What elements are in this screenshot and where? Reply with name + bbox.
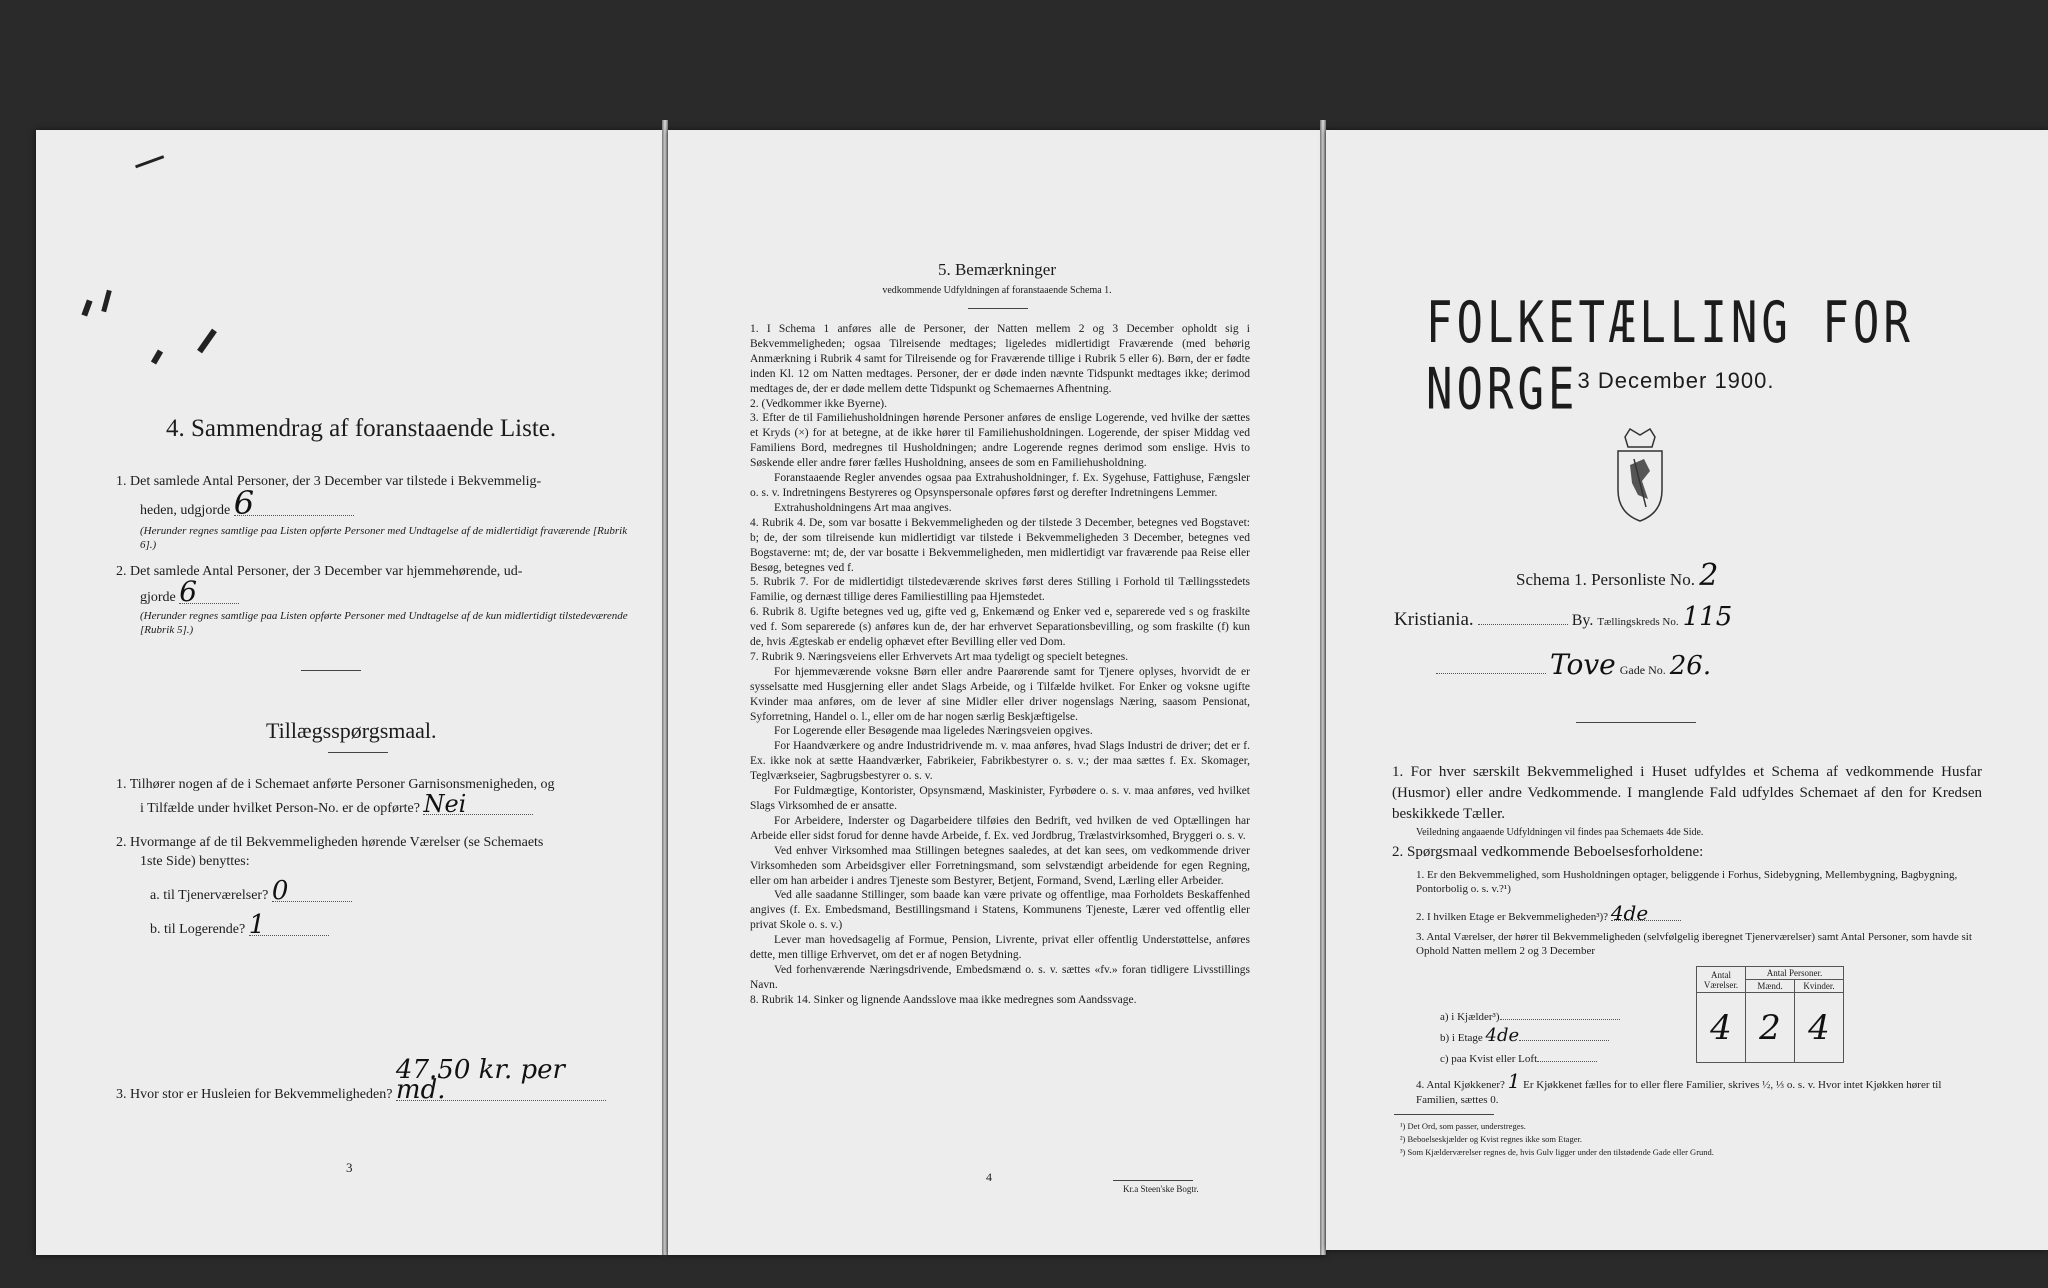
footnote-3: ³) Som Kjælderværelser regnes de, hvis Gulv ligger under den tilstødende Gade eller Grund.	[1400, 1147, 1714, 1157]
ink-mark	[197, 329, 217, 354]
location-line	[1394, 602, 1974, 632]
question-2-2	[1416, 901, 1681, 926]
s1-value: Nei	[423, 794, 533, 815]
question-2-2-label: 2. I hvilken Etage er Bekvemmeligheden³)?	[1416, 911, 1609, 923]
row-c	[1440, 1052, 1597, 1068]
right-page	[1326, 130, 2048, 1250]
rooms-table	[1696, 966, 1844, 1063]
by-label: By.	[1571, 612, 1594, 629]
ink-mark	[135, 155, 167, 176]
s2	[116, 833, 636, 939]
question-2-1: 1. Er den Bekvemmelighed, som Husholdningen optager, beliggende i Forhus, Sidebygning, Mellembygning, Bagbygning, Pontorbolig o. s. v.?¹)	[1416, 869, 1958, 895]
q1-answer-line	[116, 484, 636, 522]
schema-label: Schema 1. Personliste No.	[1516, 570, 1695, 589]
remark-paragraph: For hjemmeværende voksne Børn eller andre Paarørende samt for Tjenere oplyses, hvorvidt de er sysselsatte med Husgjerning eller andet Slags Arbeide, og i Tilfælde hvilket. For Enker og voksne ugifte Kvinder maa anføres, om de lever af sine Midler eller driver nogenslags Næring, saasom Pensionat, Syforretning, Handel o. l., eller om de har nogen særlig Beskjæftigelse.	[750, 665, 1250, 723]
s2b-line	[116, 910, 636, 940]
q2-text: 2. Det samlede Antal Personer, der 3 December var hjemmehørende, ud-	[116, 564, 523, 579]
s2-text: 2. Hvormange af de til Bekvemmeligheden hørende Værelser (se Schemaets	[116, 835, 544, 850]
s1-text: 1. Tilhører nogen af de i Schemaet anførte Personer Garnisonsmenigheden, og	[116, 777, 555, 792]
census-title: FOLKETÆLLING FOR NORGE	[1426, 290, 1914, 423]
q1-text: 1. Det samlede Antal Personer, der 3 December var tilstede i Bekvemmelig-	[116, 474, 542, 489]
ink-mark	[151, 349, 163, 364]
divider	[968, 308, 1028, 309]
floor-value: 4de	[1611, 906, 1681, 921]
row-c-label: c) paa Kvist eller Loft	[1440, 1053, 1538, 1065]
footnotes	[1400, 1120, 1714, 1159]
street-number: 26.	[1669, 651, 1712, 681]
q1-note: (Herunder regnes samtlige paa Listen opførte Personer med Undtagelse af de midlertidigt fraværende [Rubrik 6].)	[140, 525, 628, 551]
remark-paragraph: 7. Rubrik 9. Næringsveiens eller Erhvervets Art maa tydeligt og specielt betegnes.	[750, 650, 1129, 663]
question-2-3: 3. Antal Værelser, der hører til Bekvemmeligheden (selvfølgelig iberegnet Tjenerværelser) samt Antal Personer, som havde sit Ophold Natten mellem 2 og 3 December	[1416, 931, 1972, 957]
s3	[116, 1055, 676, 1105]
q2-label: gjorde	[140, 590, 176, 605]
kitchens-note: Er Kjøkkenet fælles for to eller flere Familier, skrives ½, ⅓ o. s. v. Hvor intet Kjøkken hører til Familien, sættes 0.	[1416, 1079, 1942, 1106]
remark-paragraph: 4. Rubrik 4. De, som var bosatte i Bekvemmeligheden og der tilstede 3 December, betegnes ved Bogstavet: b; de, der som tilreisende kun midlertidigt var tilstede i Bekvemmeligheden 3 December, betegnes ved Bogstaverne: mt; de, der var bosatte i Bekvemmeligheden, men midlertidigt var fraværende paa Reise eller Besøg, betegnes ved f.	[750, 516, 1250, 574]
divider	[328, 752, 388, 753]
remark-paragraph: 1. I Schema 1 anføres alle de Personer, der Natten mellem 2 og 3 December opholdt sig i Bekvemmeligheden; ogsaa Tilreisende medtages; ligeledes midlertidigt Fraværende (med behørig Anmærkning i Rubrik 4 samt for Tilreisende og for Fraværende tillige i Rubrik 5 eller 6). Børn, der er fødte inden Kl. 12 om Natten medtages. Personer, der er døde inden nævnte Tidspunkt medtages ikke; derimod medtages de, der er døde mellem dette Tidspunkt og Schemaernes Afhentning.	[750, 323, 1250, 395]
remark-paragraph: Ved enhver Virksomhed maa Stillingen betegnes saaledes, at det kan sees, om vedkommende driver Virksomheden som Arbeidsgiver eller Forretningsmand, som selvstændigt arbeidende for egen Regning, eller om han arbeider i andres Tjeneste som Bestyrer, Betjent, Formand, Svend, Lærling eller Arbeider.	[750, 844, 1250, 887]
row-a-label: a) i Kjælder³)	[1440, 1011, 1500, 1023]
remarks-subtitle: vedkommende Udfyldningen af foranstaaende Schema 1.	[882, 285, 1112, 296]
remark-paragraph: 2. (Vedkommer ikke Byerne).	[750, 397, 888, 410]
street-label: Gade No.	[1619, 663, 1666, 677]
instruction-1: 1. For hver særskilt Bekvemmelighed i Huset udfyldes et Schema af vedkommende Husfar (Husmor) eller andre Vedkommende. I manglende Fald udfyldes Schemaet af den for Kredsen beskikkede Tæller.	[1392, 764, 1982, 822]
footnote-1: ¹) Det Ord, som passer, understreges.	[1400, 1121, 1526, 1131]
remarks-list	[750, 322, 1250, 1008]
page-number: 3	[346, 1160, 353, 1175]
printer-credit: Kr.a Steen'ske Bogtr.	[1123, 1184, 1199, 1194]
remark-paragraph: Lever man hovedsagelig af Formue, Pension, Livrente, privat eller offentlig Understøttelse, anføres dette, men tillige Erhvervet, om det er af nogen Betydning.	[750, 934, 1250, 962]
s2b-label: b. til Logerende?	[150, 922, 246, 937]
women-value: 4	[1795, 993, 1844, 1063]
s1	[116, 775, 636, 818]
schema-value: 2	[1699, 558, 1719, 593]
s2-label: 1ste Side) benyttes:	[140, 854, 250, 869]
street-line	[1436, 648, 1996, 681]
s3-label: 3. Hvor stor er Husleien for Bekvemmeligheden?	[116, 1087, 393, 1102]
q2-answer-line	[116, 575, 636, 608]
s2a-value: 0	[272, 881, 352, 902]
coat-of-arms-icon	[1610, 425, 1670, 530]
city: Kristiania.	[1394, 609, 1474, 630]
row-b	[1440, 1025, 1609, 1047]
s1-label: i Tilfælde under hvilket Person-No. er de opførte?	[140, 801, 420, 816]
divider	[1113, 1180, 1193, 1181]
q2-note: (Herunder regnes samtlige paa Listen opførte Personer med Undtagelse af de kun midlertidigt tilstedeværende [Rubrik 5].)	[140, 610, 628, 636]
row-a	[1440, 1010, 1620, 1026]
remark-paragraph: Ved alle saadanne Stillinger, som baade kan være private og offentlige, maa Forholdets Beskaffenhed angives (f. Ex. Embedsmand, Bestillingsmand i Statens, Kommunens Tjeneste, Lærer ved offentlig eller privat Skole o. s. v.)	[750, 889, 1250, 932]
question-2-4	[1416, 1069, 1976, 1108]
header-persons: Antal Personer.	[1746, 967, 1844, 980]
ink-mark	[101, 290, 112, 313]
remark-paragraph: 6. Rubrik 8. Ugifte betegnes ved ug, gifte ved g, Enkemænd og Enker ved e, separerede ved s og fraskilte ved f. Som separerede (s) anføres kun de, der har erhvervet Separationsbevilling, og som fraskilte (f) kun de, hvis Ægteskab er endelig ophævet efter Bevilling eller ved Dom.	[750, 606, 1250, 649]
district-label: Tællingskreds No.	[1597, 616, 1679, 628]
street-value: Tove	[1550, 648, 1616, 681]
remark-paragraph: 5. Rubrik 7. For de midlertidigt tilstedeværende skrives først deres Stilling i Forhold til Tællingsstedets Familie, og dernæst tillige deres Familiestilling paa Hjemstedet.	[750, 576, 1250, 604]
remark-paragraph: 8. Rubrik 14. Sinker og lignende Aandsslove maa ikke medregnes som Aandssvage.	[750, 993, 1137, 1006]
header-rooms: Antal Værelser.	[1697, 967, 1746, 993]
s3-value: 47.50 kr. per md.	[396, 1060, 606, 1101]
district-value: 115	[1682, 602, 1733, 632]
kitchens-value: 1	[1507, 1069, 1521, 1093]
header-men: Mænd.	[1746, 980, 1795, 993]
ink-mark	[81, 299, 92, 316]
schema-line	[1516, 558, 1718, 593]
instruction-2: 2. Spørgsmaal vedkommende Beboelsesforholdene:	[1392, 844, 1704, 860]
middle-page	[668, 130, 1326, 1255]
footnote-2: ²) Beboelseskjælder og Kvist regnes ikke som Etager.	[1400, 1134, 1582, 1144]
divider	[301, 670, 361, 671]
remark-paragraph: For Fuldmægtige, Kontorister, Opsynsmænd, Maskinister, Fyrbødere o. s. v. maa anføres, ved hvilket Slags Virksomhed de er ansatte.	[750, 785, 1250, 812]
remark-paragraph: Ved forhenværende Næringsdrivende, Embedsmænd o. s. v. sættes «fv.» foran tidligere Livsstillings Navn.	[750, 963, 1250, 991]
divider	[1576, 722, 1696, 723]
men-value: 2	[1746, 993, 1795, 1063]
q2	[116, 562, 636, 637]
remark-paragraph: For Arbeidere, Inderster og Dagarbeidere tilføies den Bedrift, ved hvilken de ved Optællingen har Arbeide eller sidst forud for denne havde Arbeide, f. Ex. ved Jordbrug, Trælastvirksomhed, Bryggeri o. s. v.	[750, 814, 1250, 842]
s2b-value: 1	[249, 915, 329, 936]
remarks-title: 5. Bemærkninger	[937, 260, 1057, 279]
q1	[116, 472, 636, 552]
remark-paragraph: Foranstaaende Regler anvendes ogsaa paa Extrahusholdninger, f. Ex. Sygehuse, Fattighuse, Fængsler o. s. v. Indretningens Bestyreres og Opsynspersonale opføres først og derefter Indretningens Lemmer.	[750, 472, 1250, 499]
section-4-title: 4. Sammendrag af foranstaaende Liste.	[166, 415, 557, 442]
supplementary-title: Tillægsspørgsmaal.	[266, 718, 437, 743]
kitchens-label: 4. Antal Kjøkkener?	[1416, 1079, 1505, 1091]
remark-paragraph: For Haandværkere og andre Industridrivende m. v. maa anføres, hvad Slags Industri de driver; det er f. Ex. ikke nok at sætte Haandværker, Fabrikeier, Fabrikbestyrer o. s. v.; der maa sættes f. Ex. Skomager, Teglværkseier, Sagbrugsbestyrer o. s. v.	[750, 740, 1250, 783]
left-page	[36, 130, 662, 1255]
q1-value: 6	[234, 491, 354, 516]
divider	[1394, 1114, 1494, 1115]
q2-value: 6	[179, 581, 239, 604]
header-women: Kvinder.	[1795, 980, 1844, 993]
rooms-value: 4	[1697, 993, 1746, 1063]
remark-paragraph: Extrahusholdningens Art maa angives.	[774, 501, 952, 514]
s1-answer-line	[116, 790, 636, 818]
page-number: 4	[986, 1170, 992, 1184]
row-b-label: b) i Etage	[1440, 1032, 1483, 1044]
row-b-floor: 4de	[1485, 1025, 1520, 1046]
census-date: 3 December 1900.	[1577, 368, 1775, 393]
s2a-line	[116, 876, 636, 906]
remark-paragraph: 3. Efter de til Familiehusholdningen hørende Personer anføres de enslige Logerende, ved hvilke der sættes et Kryds (×) for at betegne, at de ikke hører til Familiehusholdningen. Logerende, der spiser Middag ved Familiens Bord, medregnes til Husholdningen; andre Logerende regnes derimod som enslige. Hvis to Søskende eller andre fører fælles Husholdning, ansees de som en Familiehusholdning.	[750, 412, 1250, 470]
q1-label: heden, udgjorde	[140, 503, 231, 518]
s2a-label: a. til Tjenerværelser?	[150, 888, 269, 903]
instruction-1-note: Veiledning angaaende Udfyldningen vil findes paa Schemaets 4de Side.	[1416, 827, 1704, 838]
remark-paragraph: For Logerende eller Besøgende maa ligeledes Næringsveien opgives.	[774, 725, 1093, 738]
